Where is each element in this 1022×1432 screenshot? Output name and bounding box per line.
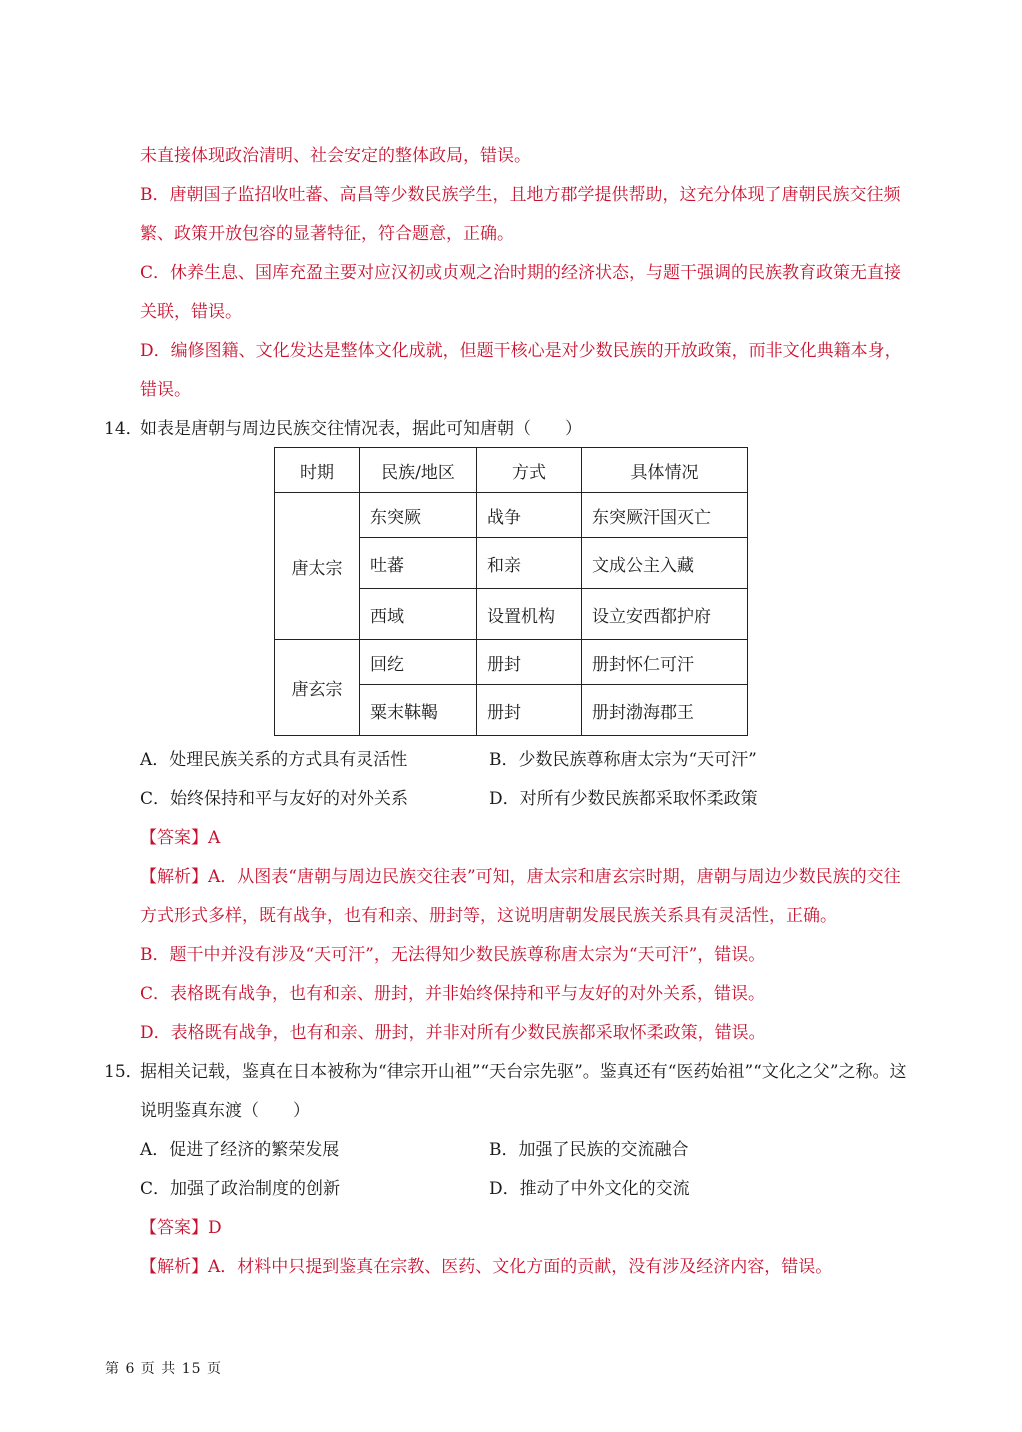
q14-option-b: B．少数民族尊称唐太宗为“天可汗” <box>489 750 757 770</box>
table-header: 时期 <box>275 448 360 493</box>
table-cell: 粟末靺鞨 <box>360 685 477 736</box>
q14-analysis-b: B．题干中并没有涉及“天可汗”，无法得知少数民族尊称唐太宗为“天可汗”，错误。 <box>140 945 766 965</box>
prev-analysis-b-line2: 繁、政策开放包容的显著特征，符合题意，正确。 <box>140 224 514 244</box>
table-row <box>275 640 748 685</box>
table-cell: 册封 <box>477 640 582 685</box>
q14-analysis-c: C．表格既有战争，也有和亲、册封，并非始终保持和平与友好的对外关系，错误。 <box>140 984 766 1004</box>
table-cell: 吐蕃 <box>360 538 477 589</box>
prev-analysis-c-line2: 关联，错误。 <box>140 302 242 322</box>
prev-analysis-d-line1: D．编修图籍、文化发达是整体文化成就，但题干核心是对少数民族的开放政策，而非文化典籍本身， <box>140 341 902 361</box>
table-cell: 战争 <box>477 493 582 538</box>
q14-option-c: C．始终保持和平与友好的对外关系 <box>140 789 409 809</box>
q14-analysis-a-line1: 【解析】A．从图表“唐朝与周边民族交往表”可知，唐太宗和唐玄宗时期，唐朝与周边少数民族的交往 <box>140 867 901 887</box>
table-header: 方式 <box>477 448 582 493</box>
prev-analysis-d-line2: 错误。 <box>140 380 191 400</box>
q15-option-d: D．推动了中外文化的交流 <box>489 1179 690 1199</box>
table-cell: 册封渤海郡王 <box>582 685 748 736</box>
table-cell: 东突厥汗国灭亡 <box>582 493 748 538</box>
table-cell: 和亲 <box>477 538 582 589</box>
page-footer: 第 6 页 共 15 页 <box>105 1361 222 1377</box>
q15-number: 15． <box>104 1062 143 1082</box>
table-cell: 设置机构 <box>477 589 582 640</box>
table-header: 具体情况 <box>582 448 748 493</box>
prev-analysis-a-tail: 未直接体现政治清明、社会安定的整体政局，错误。 <box>140 146 531 166</box>
table-cell: 设立安西都护府 <box>582 589 748 640</box>
table-cell: 西域 <box>360 589 477 640</box>
q15-stem-line1: 据相关记载，鉴真在日本被称为“律宗开山祖”“天台宗先驱”。鉴真还有“医药始祖”“文化之父”之称。这 <box>140 1062 907 1082</box>
table-cell: 回纥 <box>360 640 477 685</box>
table-cell: 册封 <box>477 685 582 736</box>
q14-analysis-d: D．表格既有战争，也有和亲、册封，并非对所有少数民族都采取怀柔政策，错误。 <box>140 1023 766 1043</box>
table-cell: 文成公主入藏 <box>582 538 748 589</box>
q15-stem-line2: 说明鉴真东渡（ ） <box>140 1101 310 1121</box>
table-cell: 册封怀仁可汗 <box>582 640 748 685</box>
table-cell-period: 唐玄宗 <box>275 640 360 736</box>
q15-option-c: C．加强了政治制度的创新 <box>140 1179 341 1199</box>
q14-table <box>274 447 748 736</box>
q15-option-a: A．促进了经济的繁荣发展 <box>140 1140 340 1160</box>
q14-stem: 如表是唐朝与周边民族交往情况表，据此可知唐朝（ ） <box>140 419 582 439</box>
q15-answer: 【答案】D <box>140 1218 222 1238</box>
q14-analysis-a-line2: 方式形式多样，既有战争，也有和亲、册封等，这说明唐朝发展民族关系具有灵活性，正确。 <box>140 906 837 926</box>
prev-analysis-b-line1: B．唐朝国子监招收吐蕃、高昌等少数民族学生，且地方郡学提供帮助，这充分体现了唐朝民族交往频 <box>140 185 901 205</box>
q14-option-d: D．对所有少数民族都采取怀柔政策 <box>489 789 758 809</box>
table-row <box>275 493 748 538</box>
q14-option-a: A．处理民族关系的方式具有灵活性 <box>140 750 408 770</box>
q14-number: 14． <box>104 419 143 439</box>
prev-analysis-c-line1: C．休养生息、国库充盈主要对应汉初或贞观之治时期的经济状态，与题干强调的民族教育政策无直接 <box>140 263 902 283</box>
q14-answer: 【答案】A <box>140 828 221 848</box>
q15-analysis-a: 【解析】A．材料中只提到鉴真在宗教、医药、文化方面的贡献，没有涉及经济内容，错误。 <box>140 1257 833 1277</box>
table-header: 民族/地区 <box>360 448 477 493</box>
q15-option-b: B．加强了民族的交流融合 <box>489 1140 689 1160</box>
table-cell: 东突厥 <box>360 493 477 538</box>
table-cell-period: 唐太宗 <box>275 493 360 640</box>
